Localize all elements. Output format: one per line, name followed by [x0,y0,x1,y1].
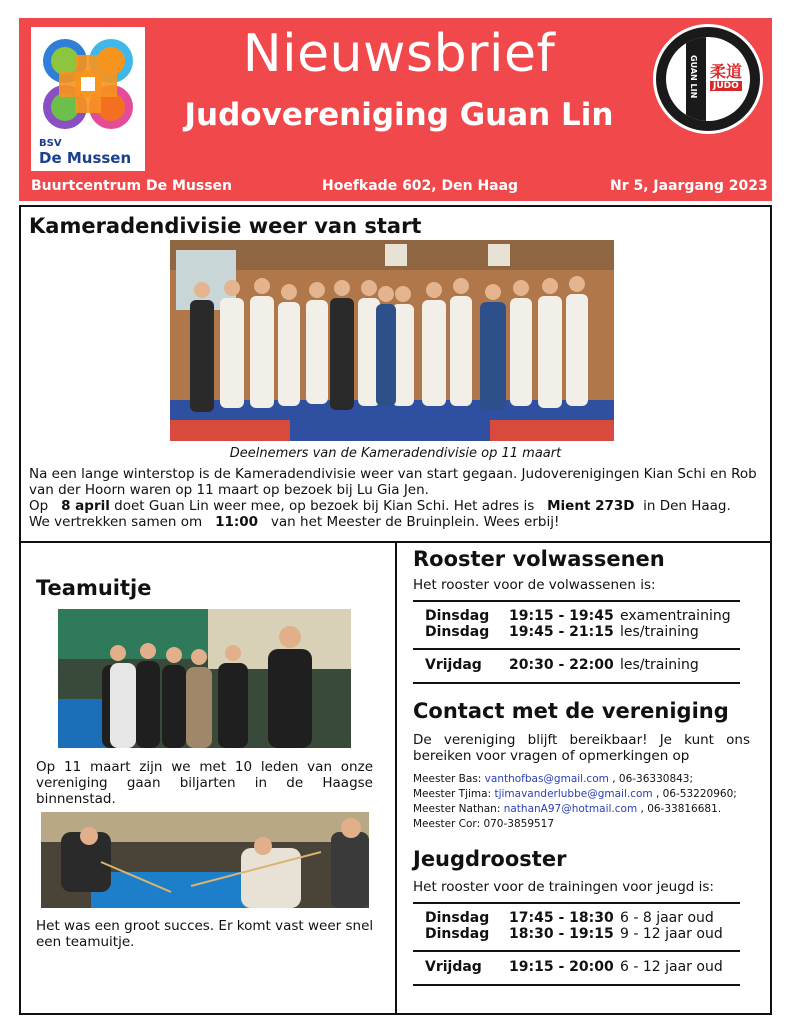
row-day: Dinsdag [425,624,490,640]
rooster-volwassenen-intro: Het rooster voor de volwassenen is: [413,577,656,593]
newsletter-header [19,18,772,201]
kameraden-article [19,205,772,543]
rooster-volwassenen-title: Rooster volwassenen [413,547,665,571]
table-divider [413,648,740,650]
contact-list [413,772,763,832]
table-divider [413,950,740,952]
row-day: Vrijdag [425,657,482,673]
logo-guan-text: GUAN LIN [689,55,698,99]
teamuitje-paragraph-1: Op 11 maart zijn we met 10 leden van onze vereniging gaan biljarten in de Haagse binnenstad. [36,759,373,807]
para3-part-b: van het Meester de Bruinplein. Wees erbij! [270,514,560,530]
kameraden-title: Kameradendivisie weer van start [29,214,422,238]
kameraden-photo-caption: Deelnemers van de Kameradendivisie op 11 maart [229,446,562,461]
billiards-play-image [41,812,369,908]
jeugdrooster-intro: Het rooster voor de trainingen voor jeugd is: [413,879,714,895]
de-mussen-flower-icon [37,33,139,135]
contact-title: Contact met de vereniging [413,699,729,723]
contact-intro: De vereniging blijft bereikbaar! Je kunt ons bereiken voor vragen of opmerkingen op [413,732,750,764]
contact-line [413,787,763,802]
jeugdrooster-table [413,902,740,986]
header-location: Buurtcentrum De Mussen [31,178,233,194]
guan-lin-logo-inner [666,37,750,121]
row-day: Dinsdag [425,608,490,624]
newsletter-subtitle: Judovereniging Guan Lin [184,97,614,133]
row-age-group: 9 - 12 jaar oud [620,926,723,942]
contact-phone: , 06-53220960; [655,788,737,800]
teamuitje-paragraph-2: Het was een groot succes. Er komt vast weer snel een teamuitje. [36,918,374,950]
contact-label: Meester Bas: [413,773,482,785]
kameraden-paragraph-2 [29,498,769,514]
row-time: 20:30 - 22:00 [509,657,614,673]
kameraden-paragraph-3 [29,514,764,530]
contact-line [413,772,763,787]
row-time: 19:45 - 21:15 [509,624,614,640]
billiards-group-image [58,609,351,748]
para2-address: Mient 273D [547,498,635,514]
contact-line [413,817,763,832]
teamuitje-photo-2 [41,812,369,908]
row-day: Dinsdag [425,926,490,942]
row-day: Dinsdag [425,910,490,926]
teamuitje-title: Teamuitje [36,576,152,600]
kameraden-paragraph-1: Na een lange winterstop is de Kameradendivisie weer van start gegaan. Judoverenigingen Kian Schi en Rob van der Hoorn waren op 11 maart op bezoek bij Lu Gia Jen. [29,466,757,498]
right-column [395,541,772,1015]
contact-label: Meester Tjima: [413,788,492,800]
contact-email-link[interactable]: nathanA97@hotmail.com [503,803,638,815]
header-issue: Nr 5, Jaargang 2023 [610,178,768,194]
row-time: 19:15 - 19:45 [509,608,614,624]
para3-time: 11:00 [215,514,259,530]
row-activity: les/training [620,624,699,640]
para2-part-a: Op [29,498,49,514]
contact-phone: , 06-33816681. [640,803,722,815]
contact-label: Meester Cor: 070-3859517 [413,818,555,830]
row-age-group: 6 - 8 jaar oud [620,910,714,926]
jeugdrooster-title: Jeugdrooster [413,847,567,871]
row-activity: examentraining [620,608,731,624]
header-address: Hoefkade 602, Den Haag [322,178,519,194]
row-activity: les/training [620,657,699,673]
de-mussen-label: De Mussen [39,149,132,167]
para2-part-c: in Den Haag. [643,498,731,514]
rooster-volwassenen-table [413,600,740,684]
contact-email-link[interactable]: tjimavanderlubbe@gmail.com [494,788,653,800]
para3-part-a: We vertrekken samen om [29,514,203,530]
row-time: 17:45 - 18:30 [509,910,614,926]
newsletter-title: Nieuwsbrief [242,24,556,84]
contact-label: Meester Nathan: [413,803,501,815]
guan-lin-logo [653,24,763,134]
de-mussen-logo [31,27,145,171]
para2-date: 8 april [61,498,110,514]
contact-line [413,802,763,817]
contact-phone: , 06-36330843; [612,773,694,785]
group-photo-image [170,240,614,441]
logo-judo-badge: JUDO [710,81,742,91]
teamuitje-photo-1 [58,609,351,748]
logo-kanji: 柔道 [710,62,743,81]
kameraden-group-photo [170,240,614,441]
bsv-label: BSV [39,138,62,149]
row-day: Vrijdag [425,959,482,975]
teamuitje-article [19,541,397,1015]
para2-part-b: doet Guan Lin weer mee, op bezoek bij Kian Schi. Het adres is [114,498,535,514]
row-time: 19:15 - 20:00 [509,959,614,975]
contact-email-link[interactable]: vanthofbas@gmail.com [484,773,609,785]
row-age-group: 6 - 12 jaar oud [620,959,723,975]
row-time: 18:30 - 19:15 [509,926,614,942]
